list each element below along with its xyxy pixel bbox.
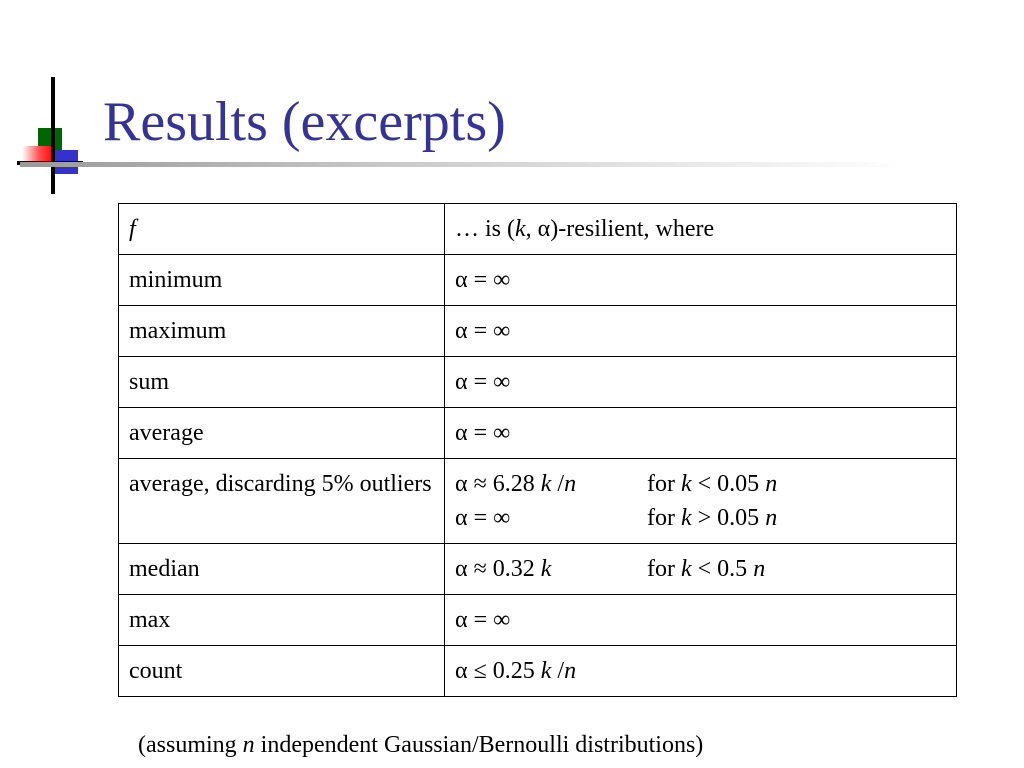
function-cell: count: [119, 646, 445, 697]
table-row-median: [119, 544, 957, 595]
function-cell: maximum: [119, 306, 445, 357]
slide-logo-crosshair: [0, 0, 100, 200]
footnote: (assuming n independent Gaussian/Bernoulli distributions): [138, 732, 704, 758]
function-cell: average: [119, 408, 445, 459]
alpha-line-1: [455, 467, 946, 501]
alpha-expression: α ≈ 0.32 k: [455, 556, 552, 582]
title-underline-rule: [20, 162, 910, 167]
alpha-cell: α = ∞: [445, 255, 957, 306]
alpha-condition: for k < 0.05 n: [647, 471, 778, 497]
table-row-minimum: [119, 255, 957, 306]
alpha-line: [455, 552, 946, 586]
slide-title: Results (excerpts): [103, 91, 506, 153]
function-cell: minimum: [119, 255, 445, 306]
function-cell: max: [119, 595, 445, 646]
table-row-maximum: [119, 306, 957, 357]
table-row-max: [119, 595, 957, 646]
table-row-count: [119, 646, 957, 697]
alpha-line-2: [455, 501, 946, 535]
alpha-expression: α ≈ 6.28 k /n: [455, 471, 577, 497]
header-cell-f: f: [119, 204, 445, 255]
alpha-expression: α = ∞: [455, 505, 511, 531]
logo-vertical-line: [51, 77, 55, 194]
alpha-cell: α ≤ 0.25 k /n: [445, 646, 957, 697]
table-row-average-discarding: [119, 459, 957, 544]
function-cell: sum: [119, 357, 445, 408]
alpha-cell: α = ∞: [445, 408, 957, 459]
alpha-cell: α = ∞: [445, 595, 957, 646]
alpha-cell: [445, 459, 957, 544]
table-row-average: [119, 408, 957, 459]
function-cell: median: [119, 544, 445, 595]
alpha-cell: α = ∞: [445, 306, 957, 357]
alpha-cell: [445, 544, 957, 595]
alpha-condition: for k > 0.05 n: [647, 505, 778, 531]
results-table: [118, 203, 957, 697]
table-row-sum: [119, 357, 957, 408]
function-cell: average, discarding 5% outliers: [119, 459, 445, 544]
alpha-cell: α = ∞: [445, 357, 957, 408]
table-header-row: [119, 204, 957, 255]
header-cell-resilience: … is (k, α)-resilient, where: [445, 204, 957, 255]
alpha-condition: for k < 0.5 n: [647, 556, 766, 582]
